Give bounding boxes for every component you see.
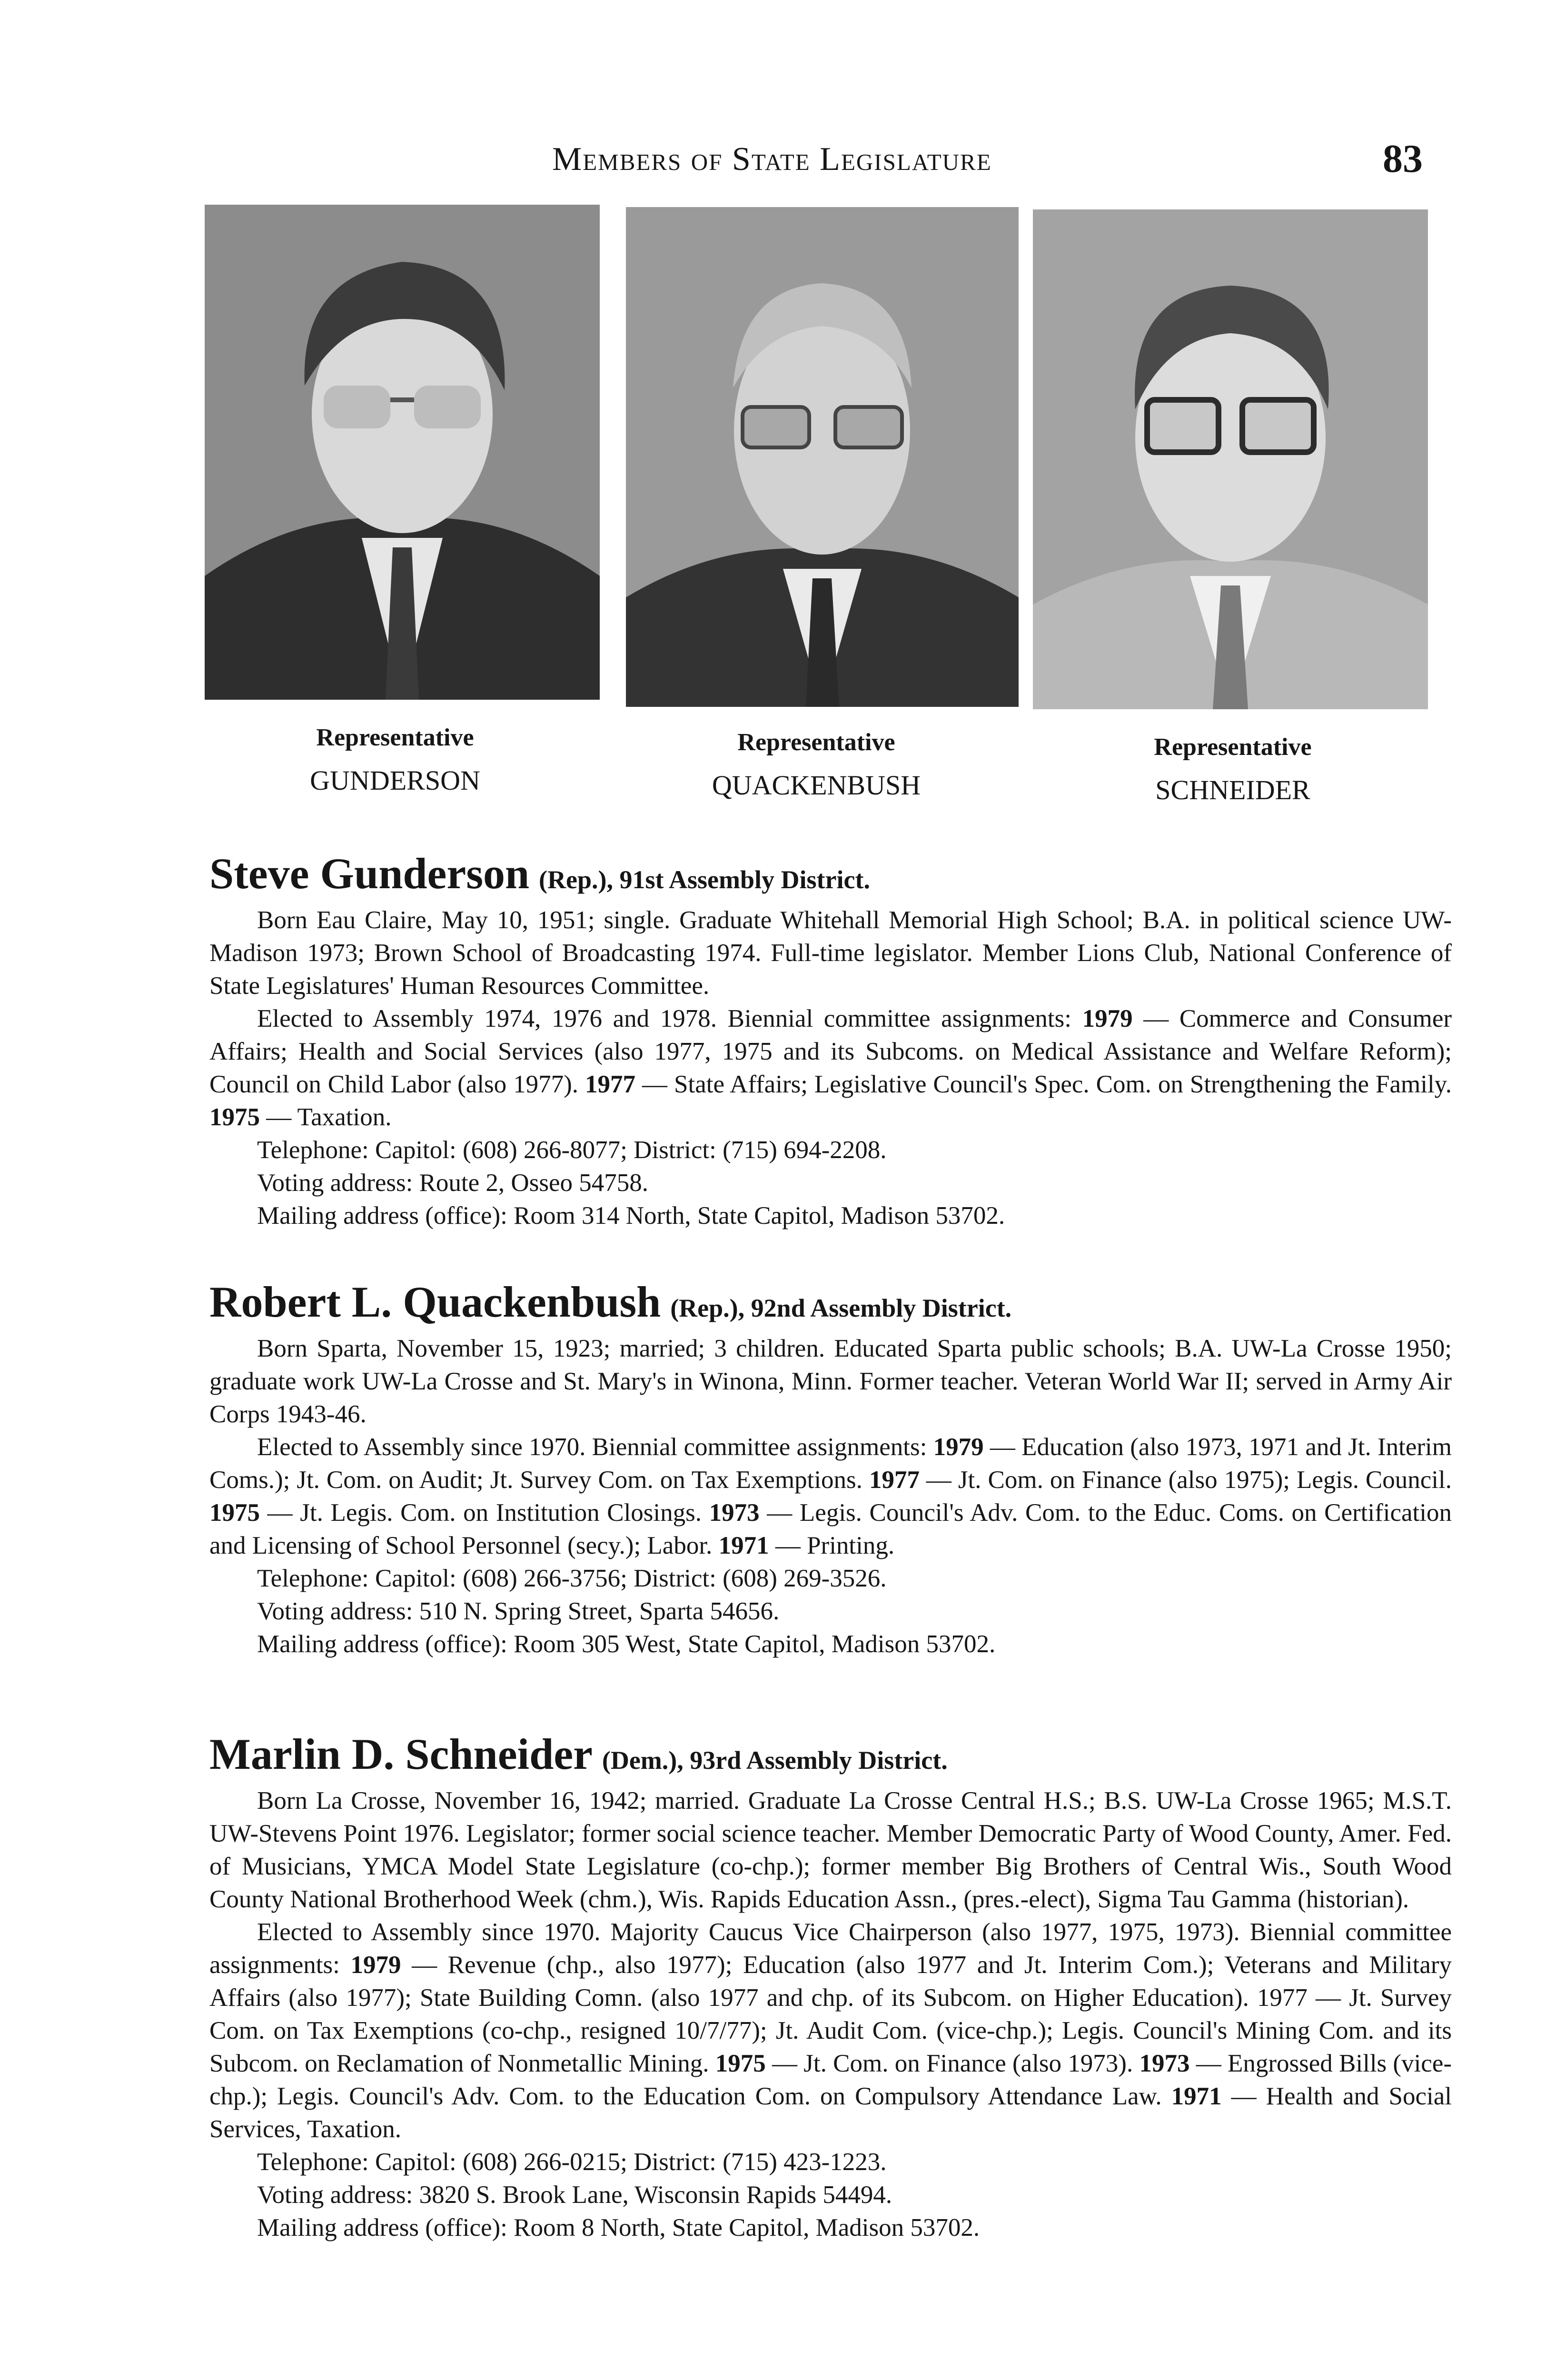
member-district: , 92nd Assembly District. <box>738 1294 1012 1322</box>
caption-title: Representative <box>316 724 474 751</box>
bio-telephone: Telephone: Capitol: (608) 266-0215; District: (715) 423-1223. <box>257 2148 887 2176</box>
bio-mailing-address: Mailing address (office): Room 314 North, State Capitol, Madison 53702. <box>257 1202 1005 1230</box>
running-title: Members of State Legislature <box>552 141 992 178</box>
member-heading <box>209 849 1452 901</box>
portrait-photo-gunderson <box>205 205 600 700</box>
bio-telephone: Telephone: Capitol: (608) 266-8077; District: (715) 694-2208. <box>257 1136 887 1164</box>
portrait-image <box>1033 209 1428 709</box>
bio-elected-paragraph: Elected to Assembly since 1970. Majority Caucus Vice Chairperson (also 1977, 1975, 1973). Biennial committee assignments: 1979 — Revenue (chp., also 1977); Education (also 1977 and Jt. Interim Com.); Veterans and Military Affairs (also 1977); State Building Comn. (also 1977 and chp. of its Subcom. on Higher Education). 1977 — Jt. Survey Com. on Tax Exemptions (co-chp., resigned 10/7/77); Jt. Audit Com. (vice-chp.); Legis. Council's Mining Com. and its Subcom. on Reclamation of Nonmetallic Mining. 1975 — Jt. Com. on Finance (also 1973). 1973 — Engrossed Bills (vice-chp.); Legis. Council's Adv. Com. to the Education Com. on Compulsory Attendance Law. 1971 — Health and Social Services, Taxation. <box>209 1918 1452 2143</box>
member-name: Steve Gunderson <box>209 849 530 898</box>
caption-name: GUNDERSON <box>310 765 480 796</box>
caption-name: SCHNEIDER <box>1155 774 1310 805</box>
portrait-photo-schneider <box>1033 209 1428 709</box>
caption-name: QUACKENBUSH <box>712 770 921 801</box>
member-name: Marlin D. Schneider <box>209 1730 593 1778</box>
page-number: 83 <box>1383 137 1423 181</box>
bio-telephone: Telephone: Capitol: (608) 266-3756; District: (608) 269-3526. <box>257 1565 887 1592</box>
caption-quackenbush <box>621 721 1011 807</box>
member-bio-quackenbush <box>209 1280 1452 1661</box>
portrait-photo-quackenbush <box>626 207 1019 707</box>
member-party: (Rep.) <box>670 1294 738 1322</box>
caption-schneider <box>1038 726 1428 812</box>
caption-title: Representative <box>737 729 895 756</box>
bio-voting-address: Voting address: Route 2, Osseo 54758. <box>257 1169 648 1197</box>
bio-born-paragraph: Born Eau Claire, May 10, 1951; single. Graduate Whitehall Memorial High School; B.A. in political science UW-Madison 1973; Brown School of Broadcasting 1974. Full-time legislator. Member Lions Club, National Conference of State Legislatures' Human Resources Committee. <box>209 906 1452 1000</box>
member-name: Robert L. Quackenbush <box>209 1278 661 1326</box>
member-party: (Dem.) <box>602 1746 677 1775</box>
bio-mailing-address: Mailing address (office): Room 305 West, State Capitol, Madison 53702. <box>257 1630 996 1658</box>
caption-gunderson <box>200 716 590 802</box>
member-bio-schneider <box>209 1730 1452 2244</box>
member-heading <box>209 1730 1452 1782</box>
bio-born-paragraph: Born Sparta, November 15, 1923; married; 3 children. Educated Sparta public schools; B.A. UW-La Crosse 1950; graduate work UW-La Crosse and St. Mary's in Winona, Minn. Former teacher. Veteran World War II; served in Army Air Corps 1943-46. <box>209 1335 1452 1428</box>
bio-elected-paragraph: Elected to Assembly since 1970. Biennial committee assignments: 1979 — Education (also 1973, 1971 and Jt. Interim Coms.); Jt. Com. on Audit; Jt. Survey Com. on Tax Exemptions. 1977 — Jt. Com. on Finance (also 1975); Legis. Council. 1975 — Jt. Legis. Com. on Institution Closings. 1973 — Legis. Council's Adv. Com. to the Educ. Coms. on Certification and Licensing of School Personnel (secy.); Labor. 1971 — Printing. <box>209 1433 1452 1559</box>
member-heading <box>209 1280 1452 1329</box>
portrait-image <box>205 205 600 700</box>
member-party: (Rep.) <box>539 865 607 894</box>
bio-mailing-address: Mailing address (office): Room 8 North, State Capitol, Madison 53702. <box>257 2214 980 2241</box>
bio-elected-paragraph: Elected to Assembly 1974, 1976 and 1978. Biennial committee assignments: 1979 — Commerce and Consumer Affairs; Health and Social Services (also 1977, 1975 and its Subcoms. on Medical Assistance and Welfare Reform); Council on Child Labor (also 1977). 1977 — State Affairs; Legislative Council's Spec. Com. on Strengthening the Family. 1975 — Taxation. <box>209 1005 1452 1131</box>
member-district: , 93rd Assembly District. <box>677 1746 948 1775</box>
portrait-image <box>626 207 1019 707</box>
bio-voting-address: Voting address: 3820 S. Brook Lane, Wisconsin Rapids 54494. <box>257 2181 892 2209</box>
member-district: , 91st Assembly District. <box>606 865 870 894</box>
caption-title: Representative <box>1154 734 1312 761</box>
bio-born-paragraph: Born La Crosse, November 16, 1942; married. Graduate La Crosse Central H.S.; B.S. UW-La Crosse 1965; M.S.T. UW-Stevens Point 1976. Legislator; former social science teacher. Member Democratic Party of Wood County, Amer. Fed. of Musicians, YMCA Model State Legislature (co-chp.); former member Big Brothers of Central Wis., South Wood County National Brotherhood Week (chm.), Wis. Rapids Education Assn., (pres.-elect), Sigma Tau Gamma (historian). <box>209 1787 1452 1913</box>
bio-voting-address: Voting address: 510 N. Spring Street, Sparta 54656. <box>257 1597 780 1625</box>
member-bio-gunderson <box>209 849 1452 1232</box>
running-head <box>0 136 1546 188</box>
